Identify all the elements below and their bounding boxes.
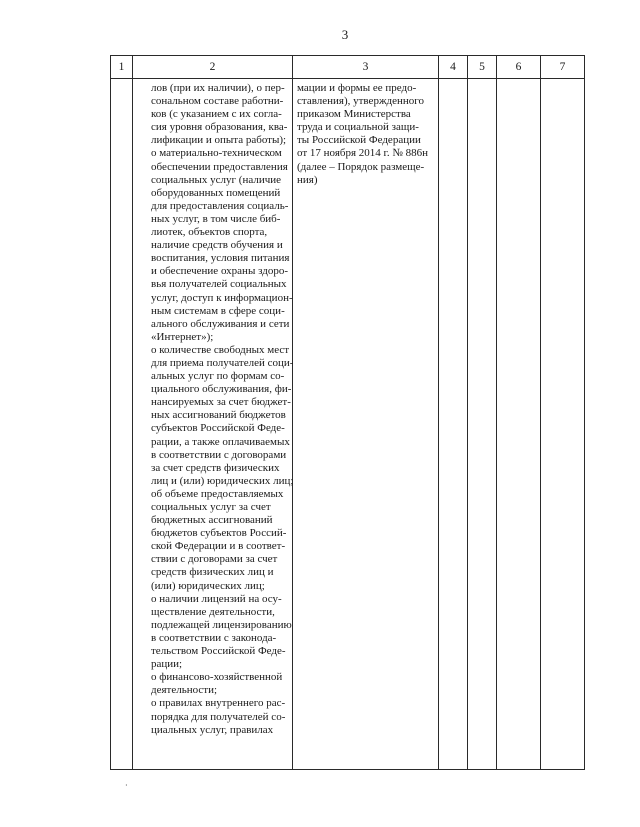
cell-col-3 [293, 79, 439, 770]
text-line: социальных услуг (наличие [151, 173, 282, 186]
text-line: порядка для получателей со- [151, 710, 286, 723]
text-line: деятельности; [151, 684, 218, 697]
text-line: воспитания, условия питания [151, 252, 290, 265]
text-line: циальных услуг, правилах [151, 723, 274, 736]
text-line: в соответствии с договорами [151, 448, 287, 461]
page-number: 3 [341, 27, 349, 42]
text-line: (или) юридических лиц; [151, 579, 265, 592]
text-line: ществление деятельности, [151, 605, 275, 618]
text-line: лов (при их наличии), о пер- [151, 82, 285, 94]
text-line: вья получателей социальных [151, 278, 287, 291]
text-line: альных услуг по формам со- [151, 370, 285, 383]
text-line: сональном составе работни- [151, 95, 284, 108]
text-line: ных ассигнований бюджетов [151, 409, 286, 422]
column-header-4: 4 [439, 56, 468, 79]
text-line: лификации и опыта работы); [151, 134, 287, 147]
text-line: о правилах внутреннего рас- [151, 697, 286, 710]
column-header-3: 3 [293, 56, 439, 79]
table-row [111, 79, 585, 770]
text-line: мации и формы ее предо- [297, 82, 417, 94]
text-line: сия уровня образования, ква- [151, 121, 288, 134]
text-line: циального обслуживания, фи- [151, 383, 292, 396]
text-line: о количестве свободных мест [151, 343, 290, 356]
text-line: приказом Министерства [297, 108, 411, 121]
column-header-5: 5 [468, 56, 497, 79]
text-line: для приема получателей соци- [151, 356, 294, 369]
text-line: за счет средств физических [151, 461, 280, 474]
text-line: наличие средств обучения и [151, 239, 283, 252]
text-line: бюджетных ассигнований [151, 514, 273, 527]
document-table [110, 55, 585, 770]
cell-col-2 [133, 79, 293, 770]
text-line: от 17 ноября 2014 г. № 886н [297, 147, 428, 160]
text-line: нансируемых за счет бюджет- [151, 396, 291, 409]
text-line: рации; [151, 658, 183, 671]
column2-text [133, 79, 292, 737]
text-line: ствии с договорами за счет [151, 553, 278, 566]
text-line: ков (с указанием с их согла- [151, 108, 282, 121]
text-line: ской Федерации и в соответ- [151, 540, 286, 553]
text-line: ставления), утвержденного [297, 95, 425, 108]
cell-col-5 [468, 79, 497, 770]
column3-text [293, 79, 438, 187]
text-line: для предоставления социаль- [151, 199, 289, 212]
text-line: подлежащей лицензированию [151, 618, 292, 631]
text-line: ального обслуживания и сети [151, 317, 290, 330]
text-line: ным системам в сфере соци- [151, 304, 285, 317]
text-line: «Интернет»); [151, 330, 214, 343]
cell-col-4 [439, 79, 468, 770]
text-line: о финансово-хозяйственной [151, 671, 283, 684]
text-line: субъектов Российской Феде- [151, 422, 285, 435]
text-line: ты Российской Федерации [297, 134, 421, 147]
text-line: лиотек, объектов спорта, [151, 226, 268, 239]
text-line: (далее – Порядок размеще- [297, 160, 425, 173]
column-header-1: 1 [111, 56, 133, 79]
text-line: об объеме предоставляемых [151, 487, 284, 500]
text-line: средств физических лиц и [151, 566, 274, 579]
text-line: в соответствии с законода- [151, 631, 277, 644]
text-line: социальных услуг за счет [151, 501, 271, 513]
text-line: оборудованных помещений [151, 186, 281, 199]
text-line: ния) [297, 173, 318, 186]
text-line: и обеспечение охраны здоро- [151, 265, 288, 278]
text-line: услуг, доступ к информацион- [151, 291, 293, 304]
text-line: лиц и (или) юридических лиц; [151, 474, 294, 487]
text-line: обеспечении предоставления [151, 160, 288, 173]
cell-col-1 [111, 79, 133, 770]
column-header-6: 6 [497, 56, 541, 79]
text-line: ных услуг, в том числе биб- [151, 212, 281, 225]
text-line: бюджетов субъектов Россий- [151, 527, 287, 540]
text-line: труда и социальной защи- [297, 121, 419, 134]
text-line: тельством Российской Феде- [151, 645, 286, 658]
cell-col-7 [541, 79, 585, 770]
column-header-2: 2 [133, 56, 293, 79]
text-line: рации, а также оплачиваемых [151, 435, 290, 448]
text-line: о наличии лицензий на осу- [151, 592, 282, 605]
scan-dot: · [125, 781, 128, 790]
header-row [111, 56, 585, 79]
cell-col-6 [497, 79, 541, 770]
column-header-7: 7 [541, 56, 585, 79]
text-line: о материально-техническом [151, 147, 282, 160]
